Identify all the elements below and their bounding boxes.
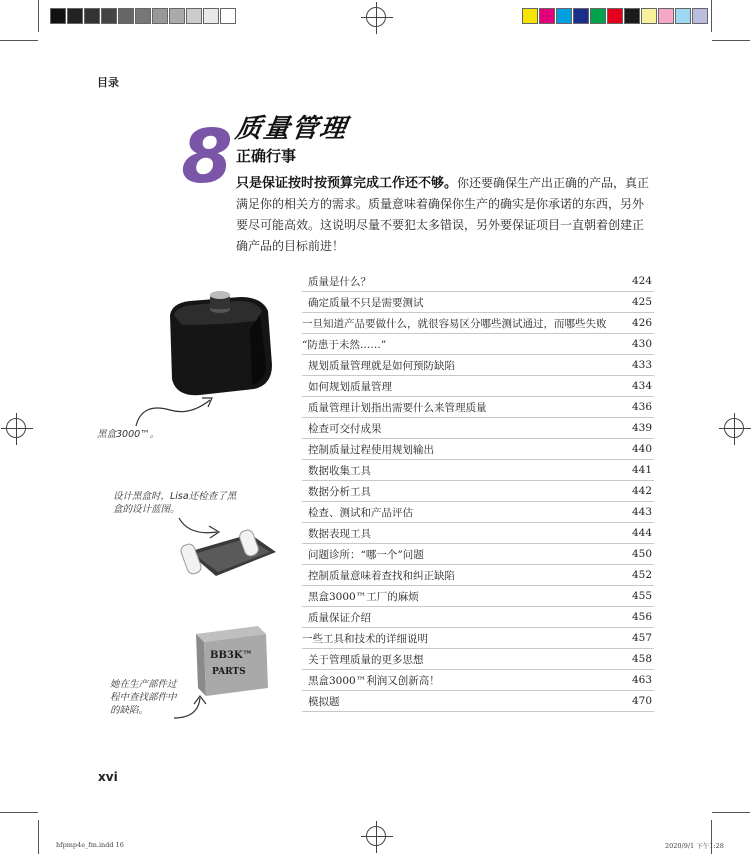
color-swatch xyxy=(220,8,236,24)
toc-entry-title: 质量是什么？ xyxy=(308,275,371,288)
intro-lead: 只是保证按时按预算完成工作还不够。 xyxy=(236,176,458,191)
crop-mark xyxy=(38,820,39,854)
toc-entry-title: “防患于未然……” xyxy=(302,338,387,351)
toc-entry[interactable] xyxy=(302,271,654,292)
page-folio: xvi xyxy=(98,770,118,784)
toc-entry[interactable] xyxy=(302,649,654,670)
color-swatch xyxy=(641,8,657,24)
toc-entry-title: 数据分析工具 xyxy=(308,485,371,498)
registration-mark xyxy=(366,826,386,846)
toc-entry-page: 455 xyxy=(631,590,652,602)
toc-entry-title: 模拟题 xyxy=(308,695,340,708)
running-head: 目录 xyxy=(97,76,119,89)
color-swatch xyxy=(169,8,185,24)
color-swatch xyxy=(135,8,151,24)
toc-entry-title: 控制质量过程使用规划输出 xyxy=(308,443,434,456)
toc-entry[interactable] xyxy=(302,418,654,439)
table-of-contents xyxy=(302,271,654,712)
toc-entry[interactable] xyxy=(302,313,654,334)
chapter-number-graphic xyxy=(181,114,233,200)
toc-entry-page: 430 xyxy=(631,338,652,350)
toc-entry[interactable] xyxy=(302,628,654,649)
toc-entry-title: 一些工具和技术的详细说明 xyxy=(302,632,428,645)
toc-entry[interactable] xyxy=(302,544,654,565)
crop-mark xyxy=(0,40,38,41)
toc-entry[interactable] xyxy=(302,565,654,586)
toc-entry-page: 470 xyxy=(631,695,652,707)
toc-entry[interactable] xyxy=(302,607,654,628)
crop-mark xyxy=(712,812,750,813)
chapter-title: 质量管理 xyxy=(233,114,350,144)
blackbox-illustration xyxy=(160,285,280,400)
color-swatch xyxy=(101,8,117,24)
box-label: BB3K™ xyxy=(210,650,253,661)
toc-entry-page: 425 xyxy=(631,296,652,308)
toc-entry-page: 439 xyxy=(631,422,652,434)
color-swatch xyxy=(67,8,83,24)
toc-entry-title: 检查、测试和产品评估 xyxy=(308,506,413,519)
color-swatch xyxy=(658,8,674,24)
toc-entry[interactable] xyxy=(302,355,654,376)
date-slug: 2020/9/1 下午1:28 xyxy=(665,842,724,850)
grayscale-bar xyxy=(50,8,237,24)
parts-note: 她在生产部件过程中查找部件中的缺陷。 xyxy=(110,679,177,716)
toc-entry-page: 442 xyxy=(631,485,652,497)
chapter-intro xyxy=(236,173,654,257)
crop-mark xyxy=(711,0,712,32)
toc-entry-title: 数据表现工具 xyxy=(308,527,371,540)
color-swatch xyxy=(692,8,708,24)
toc-entry[interactable] xyxy=(302,502,654,523)
toc-entry-title: 规划质量管理就是如何预防缺陷 xyxy=(308,359,455,372)
toc-entry-page: 458 xyxy=(631,653,652,665)
box-label: PARTS xyxy=(212,667,246,677)
toc-entry-page: 443 xyxy=(631,506,652,518)
toc-entry[interactable] xyxy=(302,460,654,481)
toc-entry-title: 数据收集工具 xyxy=(308,464,371,477)
toc-entry-page: 457 xyxy=(631,632,652,644)
toc-entry[interactable] xyxy=(302,439,654,460)
color-swatch xyxy=(624,8,640,24)
color-swatch xyxy=(556,8,572,24)
blackbox-note: 黑盒3000™。 xyxy=(97,429,160,440)
crop-mark xyxy=(712,40,750,41)
color-swatch xyxy=(675,8,691,24)
toc-entry-title: 检查可交付成果 xyxy=(308,422,382,435)
color-swatch xyxy=(522,8,538,24)
toc-entry[interactable] xyxy=(302,397,654,418)
toc-entry-title: 问题诊所：“哪一个”问题 xyxy=(308,548,424,561)
toc-entry-page: 452 xyxy=(631,569,652,581)
crop-mark xyxy=(0,812,38,813)
toc-entry-page: 424 xyxy=(631,275,652,287)
toc-entry-page: 440 xyxy=(631,443,652,455)
crop-mark xyxy=(38,0,39,32)
toc-entry[interactable] xyxy=(302,292,654,313)
color-swatch xyxy=(186,8,202,24)
color-swatch xyxy=(118,8,134,24)
toc-entry-title: 如何规划质量管理 xyxy=(308,380,392,393)
color-swatch xyxy=(203,8,219,24)
toc-entry[interactable] xyxy=(302,376,654,397)
toc-entry-title: 控制质量意味着查找和纠正缺陷 xyxy=(308,569,455,582)
registration-mark xyxy=(724,418,744,438)
color-swatch xyxy=(573,8,589,24)
toc-entry-title: 一旦知道产品要做什么，就很容易区分哪些测试通过，而哪些失败 xyxy=(302,317,607,330)
toc-entry-page: 456 xyxy=(631,611,652,623)
toc-entry-title: 关于管理质量的更多思想 xyxy=(308,653,424,666)
chapter-subtitle: 正确行事 xyxy=(236,147,297,165)
toc-entry-page: 426 xyxy=(631,317,652,329)
color-swatch xyxy=(84,8,100,24)
toc-entry-title: 确定质量不只是需要测试 xyxy=(308,296,424,309)
toc-entry[interactable] xyxy=(302,334,654,355)
toc-entry-page: 463 xyxy=(631,674,652,686)
toc-entry-page: 441 xyxy=(631,464,652,476)
registration-mark xyxy=(6,418,26,438)
color-bar xyxy=(522,8,709,24)
toc-entry[interactable] xyxy=(302,586,654,607)
arrow-icon xyxy=(130,392,220,432)
toc-entry[interactable] xyxy=(302,670,654,691)
color-swatch xyxy=(539,8,555,24)
parts-box-illustration xyxy=(192,622,272,700)
registration-mark xyxy=(366,7,386,27)
toc-entry-page: 450 xyxy=(631,548,652,560)
toc-entry-page: 434 xyxy=(631,380,652,392)
blueprint-illustration xyxy=(180,522,280,580)
toc-entry[interactable] xyxy=(302,523,654,544)
toc-entry-title: 黑盒3000™利润又创新高！ xyxy=(308,674,440,687)
intro-body: 你还要确保生产出正确的产品，真正满足你的相关方的需求。质量意味着确保你生产的确实是你承诺的东西，另外要尽可能高效。这说明尽量不要犯太多错误，另外要保证项目一直朝着创建正确产品的目标前进！ xyxy=(236,176,650,253)
toc-entry-page: 433 xyxy=(631,359,652,371)
toc-entry[interactable] xyxy=(302,481,654,502)
toc-entry-page: 436 xyxy=(631,401,652,413)
color-swatch xyxy=(50,8,66,24)
toc-entry-page: 444 xyxy=(631,527,652,539)
file-slug: hfpmp4e_fm.indd 16 xyxy=(56,841,124,849)
toc-entry[interactable] xyxy=(302,691,654,712)
toc-entry-title: 质量保证介绍 xyxy=(308,611,371,624)
chapter-number: 8 xyxy=(181,114,233,200)
blueprint-note: 设计黑盒时，Lisa还检查了黑盒的设计蓝图。 xyxy=(113,491,237,515)
arrow-icon xyxy=(170,694,210,724)
color-swatch xyxy=(590,8,606,24)
toc-entry-title: 黑盒3000™工厂的麻烦 xyxy=(308,590,419,603)
color-swatch xyxy=(152,8,168,24)
color-swatch xyxy=(607,8,623,24)
toc-entry-title: 质量管理计划指出需要什么来管理质量 xyxy=(308,401,487,414)
